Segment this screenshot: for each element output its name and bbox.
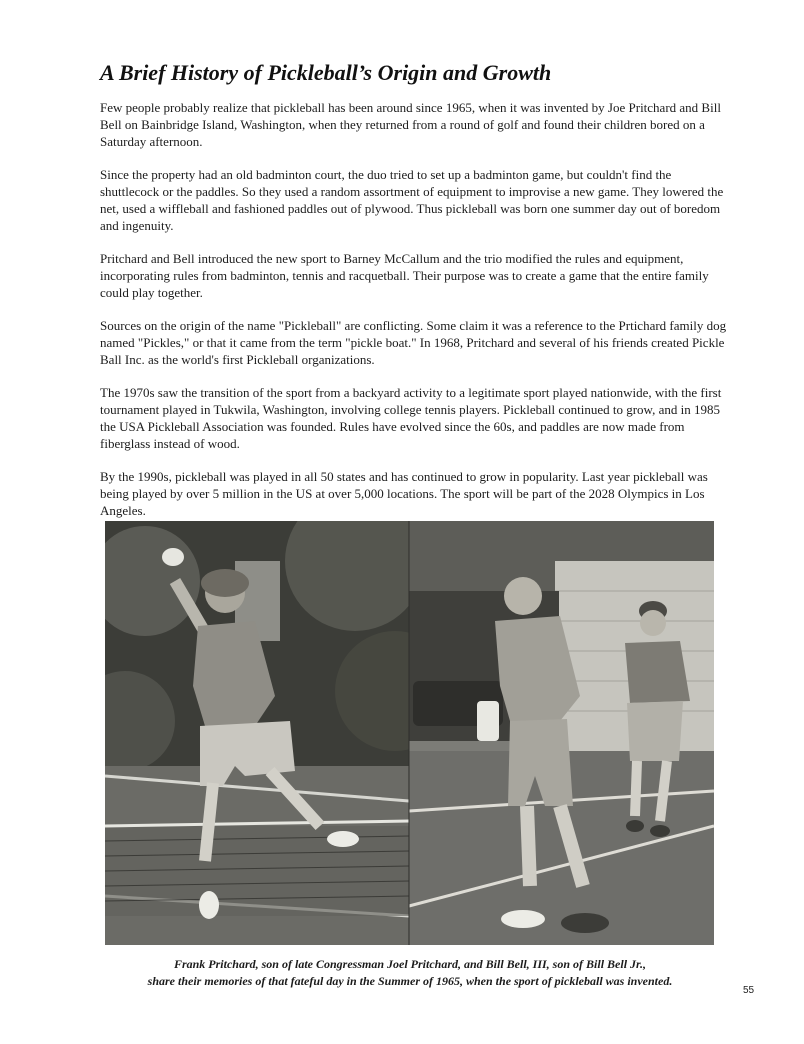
right-photo-men-on-court — [409, 521, 714, 945]
paragraph-2: Since the property had an old badminton court, the duo tried to set up a badminton game, but couldn't find the shuttlecock or the paddles. So they used a random assortment of equipment to improvise a new game. They lowered the net, used a wiffleball and fashioned paddles out of plywood. Thus pickleball was born one summer day out of boredom and ingenuity. — [100, 167, 724, 233]
article-title: A Brief History of Pickleball’s Origin and Growth — [100, 60, 552, 85]
caption-line-2: share their memories of that fateful day in the Summer of 1965, when the sport of pickleball was invented. — [147, 974, 673, 988]
photo-caption — [100, 956, 720, 990]
page-number: 55 — [743, 985, 755, 996]
left-photo-woman-playing — [105, 521, 455, 945]
historic-photo-collage — [105, 521, 714, 945]
paragraph-6: By the 1990s, pickleball was played in all 50 states and has continued to grow in popularity. Last year pickleball was being played by over 5 million in the US at over 5,000 locations. The sport will be part of the 2028 Olympics in Los Angeles. — [100, 469, 708, 518]
paragraph-3: Pritchard and Bell introduced the new sport to Barney McCallum and the trio modified the rules and equipment, incorporating rules from badminton, tennis and racquetball. Their purpose was to create a game that the entire family could play together. — [100, 251, 709, 300]
paragraph-5: The 1970s saw the transition of the sport from a backyard activity to a legitimate sport played nationwide, with the first tournament played in Tukwila, Washington, involving college tennis players. Pickleball continued to grow, and in 1985 the USA Pickleball Association was founded. Rules have evolved since the 60s, and paddles are now made from fiberglass instead of wood. — [100, 385, 722, 451]
paragraph-1: Few people probably realize that pickleball has been around since 1965, when it was invented by Joe Pritchard and Bill Bell on Bainbridge Island, Washington, when they returned from a round of golf and found their children bored on a Saturday afternoon. — [100, 100, 721, 149]
caption-line-1: Frank Pritchard, son of late Congressman Joel Pritchard, and Bill Bell, III, son of Bill Bell Jr., — [173, 957, 647, 971]
paragraph-4: Sources on the origin of the name "Pickleball" are conflicting. Some claim it was a reference to the Prtichard family dog named "Pickles," or that it came from the term "pickle boat." In 1968, Pritchard and several of his friends created Pickle Ball Inc. as the world's first Pickleball organizations. — [100, 318, 727, 367]
article-body — [100, 99, 732, 535]
